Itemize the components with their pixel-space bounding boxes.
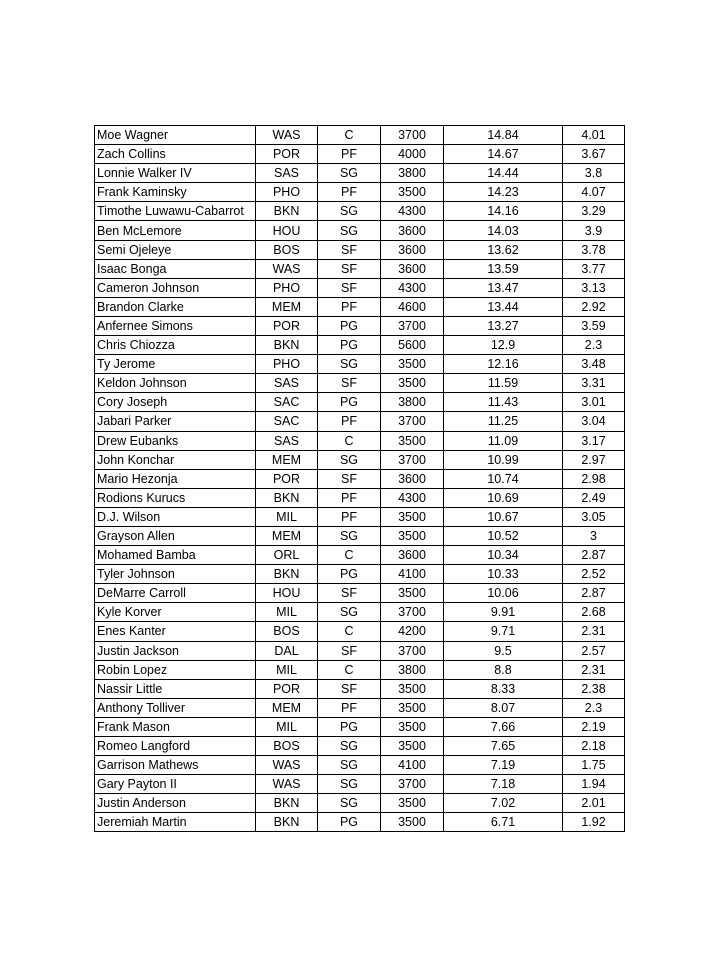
value-cell[interactable]: 3	[563, 526, 625, 545]
value-cell[interactable]: 2.57	[563, 641, 625, 660]
position-cell[interactable]: C	[318, 546, 381, 565]
projection-cell[interactable]: 14.03	[444, 221, 563, 240]
position-cell[interactable]: SG	[318, 775, 381, 794]
projection-cell[interactable]: 7.66	[444, 717, 563, 736]
team-cell[interactable]: BKN	[256, 336, 318, 355]
projection-cell[interactable]: 7.18	[444, 775, 563, 794]
table-row[interactable]	[95, 221, 625, 240]
value-cell[interactable]: 3.77	[563, 259, 625, 278]
salary-cell[interactable]: 4300	[381, 202, 444, 221]
team-cell[interactable]: POR	[256, 145, 318, 164]
position-cell[interactable]: SF	[318, 259, 381, 278]
salary-cell[interactable]: 3500	[381, 507, 444, 526]
position-cell[interactable]: C	[318, 431, 381, 450]
salary-cell[interactable]: 3600	[381, 221, 444, 240]
projection-cell[interactable]: 10.52	[444, 526, 563, 545]
position-cell[interactable]: PG	[318, 717, 381, 736]
team-cell[interactable]: BKN	[256, 794, 318, 813]
player-name-cell[interactable]: Justin Jackson	[95, 641, 256, 660]
salary-cell[interactable]: 3500	[381, 737, 444, 756]
value-cell[interactable]: 2.49	[563, 488, 625, 507]
salary-cell[interactable]: 5600	[381, 336, 444, 355]
team-cell[interactable]: SAS	[256, 431, 318, 450]
position-cell[interactable]: SF	[318, 278, 381, 297]
value-cell[interactable]: 2.31	[563, 622, 625, 641]
value-cell[interactable]: 3.04	[563, 412, 625, 431]
value-cell[interactable]: 2.52	[563, 565, 625, 584]
value-cell[interactable]: 3.67	[563, 145, 625, 164]
salary-cell[interactable]: 3500	[381, 526, 444, 545]
table-row[interactable]	[95, 202, 625, 221]
salary-cell[interactable]: 3500	[381, 794, 444, 813]
player-name-cell[interactable]: Jeremiah Martin	[95, 813, 256, 832]
projection-cell[interactable]: 10.33	[444, 565, 563, 584]
player-name-cell[interactable]: Ben McLemore	[95, 221, 256, 240]
salary-cell[interactable]: 3700	[381, 450, 444, 469]
salary-cell[interactable]: 3500	[381, 813, 444, 832]
projection-cell[interactable]: 12.9	[444, 336, 563, 355]
salary-cell[interactable]: 3700	[381, 126, 444, 145]
table-row[interactable]	[95, 603, 625, 622]
team-cell[interactable]: BOS	[256, 737, 318, 756]
player-name-cell[interactable]: Moe Wagner	[95, 126, 256, 145]
player-name-cell[interactable]: Chris Chiozza	[95, 336, 256, 355]
table-row[interactable]	[95, 393, 625, 412]
projection-cell[interactable]: 13.27	[444, 316, 563, 335]
value-cell[interactable]: 3.17	[563, 431, 625, 450]
player-name-cell[interactable]: Cory Joseph	[95, 393, 256, 412]
projection-cell[interactable]: 9.91	[444, 603, 563, 622]
table-row[interactable]	[95, 316, 625, 335]
salary-cell[interactable]: 3500	[381, 584, 444, 603]
value-cell[interactable]: 2.3	[563, 336, 625, 355]
salary-cell[interactable]: 3800	[381, 393, 444, 412]
projection-cell[interactable]: 7.65	[444, 737, 563, 756]
table-row[interactable]	[95, 698, 625, 717]
salary-cell[interactable]: 3500	[381, 374, 444, 393]
projection-cell[interactable]: 10.34	[444, 546, 563, 565]
projection-cell[interactable]: 14.16	[444, 202, 563, 221]
table-row[interactable]	[95, 546, 625, 565]
team-cell[interactable]: BKN	[256, 202, 318, 221]
position-cell[interactable]: SF	[318, 469, 381, 488]
player-table-sheet	[94, 125, 625, 832]
projection-cell[interactable]: 8.8	[444, 660, 563, 679]
projection-cell[interactable]: 10.06	[444, 584, 563, 603]
salary-cell[interactable]: 4300	[381, 488, 444, 507]
position-cell[interactable]: PF	[318, 412, 381, 431]
value-cell[interactable]: 3.01	[563, 393, 625, 412]
table-row[interactable]	[95, 431, 625, 450]
team-cell[interactable]: POR	[256, 679, 318, 698]
team-cell[interactable]: BOS	[256, 622, 318, 641]
player-table	[94, 125, 625, 832]
table-row[interactable]	[95, 259, 625, 278]
position-cell[interactable]: SF	[318, 584, 381, 603]
salary-cell[interactable]: 3500	[381, 355, 444, 374]
salary-cell[interactable]: 4000	[381, 145, 444, 164]
player-name-cell[interactable]: Mario Hezonja	[95, 469, 256, 488]
table-row[interactable]	[95, 297, 625, 316]
salary-cell[interactable]: 3500	[381, 183, 444, 202]
team-cell[interactable]: SAC	[256, 412, 318, 431]
player-name-cell[interactable]: Semi Ojeleye	[95, 240, 256, 259]
value-cell[interactable]: 3.13	[563, 278, 625, 297]
projection-cell[interactable]: 14.44	[444, 164, 563, 183]
salary-cell[interactable]: 3700	[381, 412, 444, 431]
player-name-cell[interactable]: Anthony Tolliver	[95, 698, 256, 717]
position-cell[interactable]: C	[318, 126, 381, 145]
table-row[interactable]	[95, 526, 625, 545]
projection-cell[interactable]: 7.19	[444, 756, 563, 775]
projection-cell[interactable]: 10.74	[444, 469, 563, 488]
player-name-cell[interactable]: Brandon Clarke	[95, 297, 256, 316]
salary-cell[interactable]: 4300	[381, 278, 444, 297]
player-name-cell[interactable]: Ty Jerome	[95, 355, 256, 374]
projection-cell[interactable]: 14.84	[444, 126, 563, 145]
projection-cell[interactable]: 9.71	[444, 622, 563, 641]
position-cell[interactable]: PG	[318, 336, 381, 355]
position-cell[interactable]: SF	[318, 641, 381, 660]
projection-cell[interactable]: 9.5	[444, 641, 563, 660]
player-name-cell[interactable]: Enes Kanter	[95, 622, 256, 641]
value-cell[interactable]: 4.07	[563, 183, 625, 202]
team-cell[interactable]: HOU	[256, 221, 318, 240]
projection-cell[interactable]: 10.99	[444, 450, 563, 469]
player-name-cell[interactable]: Keldon Johnson	[95, 374, 256, 393]
value-cell[interactable]: 2.92	[563, 297, 625, 316]
position-cell[interactable]: PG	[318, 316, 381, 335]
team-cell[interactable]: BKN	[256, 565, 318, 584]
team-cell[interactable]: DAL	[256, 641, 318, 660]
projection-cell[interactable]: 6.71	[444, 813, 563, 832]
salary-cell[interactable]: 4200	[381, 622, 444, 641]
salary-cell[interactable]: 3700	[381, 603, 444, 622]
team-cell[interactable]: POR	[256, 316, 318, 335]
position-cell[interactable]: SG	[318, 526, 381, 545]
projection-cell[interactable]: 11.25	[444, 412, 563, 431]
value-cell[interactable]: 3.48	[563, 355, 625, 374]
value-cell[interactable]: 3.05	[563, 507, 625, 526]
projection-cell[interactable]: 11.43	[444, 393, 563, 412]
salary-cell[interactable]: 3600	[381, 546, 444, 565]
player-name-cell[interactable]: Mohamed Bamba	[95, 546, 256, 565]
position-cell[interactable]: PF	[318, 698, 381, 717]
team-cell[interactable]: SAS	[256, 164, 318, 183]
position-cell[interactable]: PG	[318, 813, 381, 832]
player-name-cell[interactable]: Timothe Luwawu-Cabarrot	[95, 202, 256, 221]
salary-cell[interactable]: 3500	[381, 698, 444, 717]
team-cell[interactable]: WAS	[256, 756, 318, 775]
position-cell[interactable]: PF	[318, 488, 381, 507]
player-name-cell[interactable]: Nassir Little	[95, 679, 256, 698]
value-cell[interactable]: 3.59	[563, 316, 625, 335]
value-cell[interactable]: 2.31	[563, 660, 625, 679]
table-row[interactable]	[95, 584, 625, 603]
projection-cell[interactable]: 12.16	[444, 355, 563, 374]
team-cell[interactable]: ORL	[256, 546, 318, 565]
team-cell[interactable]: POR	[256, 469, 318, 488]
position-cell[interactable]: PF	[318, 183, 381, 202]
projection-cell[interactable]: 13.44	[444, 297, 563, 316]
player-name-cell[interactable]: Garrison Mathews	[95, 756, 256, 775]
projection-cell[interactable]: 10.69	[444, 488, 563, 507]
table-row[interactable]	[95, 469, 625, 488]
position-cell[interactable]: PG	[318, 565, 381, 584]
value-cell[interactable]: 4.01	[563, 126, 625, 145]
table-row[interactable]	[95, 622, 625, 641]
salary-cell[interactable]: 3800	[381, 164, 444, 183]
salary-cell[interactable]: 4600	[381, 297, 444, 316]
salary-cell[interactable]: 4100	[381, 756, 444, 775]
value-cell[interactable]: 3.29	[563, 202, 625, 221]
table-row[interactable]	[95, 126, 625, 145]
player-name-cell[interactable]: John Konchar	[95, 450, 256, 469]
player-table-body	[95, 126, 625, 832]
table-row[interactable]	[95, 450, 625, 469]
value-cell[interactable]: 2.19	[563, 717, 625, 736]
salary-cell[interactable]: 3600	[381, 469, 444, 488]
table-row[interactable]	[95, 240, 625, 259]
position-cell[interactable]: PF	[318, 297, 381, 316]
player-name-cell[interactable]: Anfernee Simons	[95, 316, 256, 335]
team-cell[interactable]: PHO	[256, 355, 318, 374]
team-cell[interactable]: PHO	[256, 278, 318, 297]
value-cell[interactable]: 2.18	[563, 737, 625, 756]
table-row[interactable]	[95, 183, 625, 202]
projection-cell[interactable]: 8.07	[444, 698, 563, 717]
projection-cell[interactable]: 13.62	[444, 240, 563, 259]
table-row[interactable]	[95, 507, 625, 526]
team-cell[interactable]: MIL	[256, 507, 318, 526]
position-cell[interactable]: SG	[318, 202, 381, 221]
player-name-cell[interactable]: Cameron Johnson	[95, 278, 256, 297]
team-cell[interactable]: MIL	[256, 717, 318, 736]
player-name-cell[interactable]: Tyler Johnson	[95, 565, 256, 584]
value-cell[interactable]: 1.92	[563, 813, 625, 832]
table-row[interactable]	[95, 737, 625, 756]
team-cell[interactable]: HOU	[256, 584, 318, 603]
player-name-cell[interactable]: Grayson Allen	[95, 526, 256, 545]
position-cell[interactable]: C	[318, 660, 381, 679]
team-cell[interactable]: MEM	[256, 526, 318, 545]
projection-cell[interactable]: 13.59	[444, 259, 563, 278]
table-row[interactable]	[95, 336, 625, 355]
value-cell[interactable]: 3.78	[563, 240, 625, 259]
team-cell[interactable]: MEM	[256, 450, 318, 469]
position-cell[interactable]: PG	[318, 393, 381, 412]
projection-cell[interactable]: 8.33	[444, 679, 563, 698]
player-name-cell[interactable]: Jabari Parker	[95, 412, 256, 431]
player-name-cell[interactable]: Frank Kaminsky	[95, 183, 256, 202]
player-name-cell[interactable]: Zach Collins	[95, 145, 256, 164]
table-row[interactable]	[95, 565, 625, 584]
salary-cell[interactable]: 3500	[381, 679, 444, 698]
projection-cell[interactable]: 14.67	[444, 145, 563, 164]
team-cell[interactable]: MEM	[256, 698, 318, 717]
position-cell[interactable]: PF	[318, 145, 381, 164]
salary-cell[interactable]: 4100	[381, 565, 444, 584]
salary-cell[interactable]: 3600	[381, 240, 444, 259]
table-row[interactable]	[95, 660, 625, 679]
player-name-cell[interactable]: Romeo Langford	[95, 737, 256, 756]
team-cell[interactable]: WAS	[256, 775, 318, 794]
table-row[interactable]	[95, 756, 625, 775]
value-cell[interactable]: 1.94	[563, 775, 625, 794]
table-row[interactable]	[95, 164, 625, 183]
position-cell[interactable]: SG	[318, 737, 381, 756]
salary-cell[interactable]: 3600	[381, 259, 444, 278]
player-name-cell[interactable]: Robin Lopez	[95, 660, 256, 679]
position-cell[interactable]: SG	[318, 355, 381, 374]
table-row[interactable]	[95, 412, 625, 431]
position-cell[interactable]: SG	[318, 221, 381, 240]
position-cell[interactable]: SG	[318, 603, 381, 622]
player-name-cell[interactable]: Drew Eubanks	[95, 431, 256, 450]
team-cell[interactable]: WAS	[256, 126, 318, 145]
table-row[interactable]	[95, 679, 625, 698]
player-name-cell[interactable]: Isaac Bonga	[95, 259, 256, 278]
projection-cell[interactable]: 11.59	[444, 374, 563, 393]
projection-cell[interactable]: 7.02	[444, 794, 563, 813]
table-row[interactable]	[95, 488, 625, 507]
value-cell[interactable]: 2.68	[563, 603, 625, 622]
player-name-cell[interactable]: DeMarre Carroll	[95, 584, 256, 603]
table-row[interactable]	[95, 717, 625, 736]
projection-cell[interactable]: 10.67	[444, 507, 563, 526]
salary-cell[interactable]: 3500	[381, 717, 444, 736]
position-cell[interactable]: SG	[318, 450, 381, 469]
salary-cell[interactable]: 3700	[381, 316, 444, 335]
position-cell[interactable]: C	[318, 622, 381, 641]
value-cell[interactable]: 2.87	[563, 546, 625, 565]
salary-cell[interactable]: 3800	[381, 660, 444, 679]
team-cell[interactable]: MIL	[256, 603, 318, 622]
value-cell[interactable]: 2.87	[563, 584, 625, 603]
value-cell[interactable]: 1.75	[563, 756, 625, 775]
player-name-cell[interactable]: Rodions Kurucs	[95, 488, 256, 507]
salary-cell[interactable]: 3500	[381, 431, 444, 450]
player-name-cell[interactable]: D.J. Wilson	[95, 507, 256, 526]
team-cell[interactable]: BOS	[256, 240, 318, 259]
value-cell[interactable]: 2.3	[563, 698, 625, 717]
table-row[interactable]	[95, 374, 625, 393]
position-cell[interactable]: SG	[318, 794, 381, 813]
table-row[interactable]	[95, 641, 625, 660]
position-cell[interactable]: SG	[318, 756, 381, 775]
position-cell[interactable]: SG	[318, 164, 381, 183]
value-cell[interactable]: 2.98	[563, 469, 625, 488]
table-row[interactable]	[95, 145, 625, 164]
projection-cell[interactable]: 11.09	[444, 431, 563, 450]
position-cell[interactable]: SF	[318, 240, 381, 259]
team-cell[interactable]: WAS	[256, 259, 318, 278]
projection-cell[interactable]: 13.47	[444, 278, 563, 297]
player-name-cell[interactable]: Frank Mason	[95, 717, 256, 736]
team-cell[interactable]: PHO	[256, 183, 318, 202]
player-name-cell[interactable]: Lonnie Walker IV	[95, 164, 256, 183]
salary-cell[interactable]: 3700	[381, 641, 444, 660]
team-cell[interactable]: SAS	[256, 374, 318, 393]
team-cell[interactable]: SAC	[256, 393, 318, 412]
team-cell[interactable]: MIL	[256, 660, 318, 679]
value-cell[interactable]: 2.97	[563, 450, 625, 469]
team-cell[interactable]: BKN	[256, 813, 318, 832]
value-cell[interactable]: 2.38	[563, 679, 625, 698]
table-row[interactable]	[95, 813, 625, 832]
table-row[interactable]	[95, 355, 625, 374]
table-row[interactable]	[95, 794, 625, 813]
position-cell[interactable]: SF	[318, 374, 381, 393]
value-cell[interactable]: 3.31	[563, 374, 625, 393]
team-cell[interactable]: BKN	[256, 488, 318, 507]
position-cell[interactable]: PF	[318, 507, 381, 526]
table-row[interactable]	[95, 278, 625, 297]
value-cell[interactable]: 2.01	[563, 794, 625, 813]
value-cell[interactable]: 3.9	[563, 221, 625, 240]
salary-cell[interactable]: 3700	[381, 775, 444, 794]
player-name-cell[interactable]: Justin Anderson	[95, 794, 256, 813]
player-name-cell[interactable]: Kyle Korver	[95, 603, 256, 622]
value-cell[interactable]: 3.8	[563, 164, 625, 183]
projection-cell[interactable]: 14.23	[444, 183, 563, 202]
player-name-cell[interactable]: Gary Payton II	[95, 775, 256, 794]
team-cell[interactable]: MEM	[256, 297, 318, 316]
table-row[interactable]	[95, 775, 625, 794]
position-cell[interactable]: SF	[318, 679, 381, 698]
